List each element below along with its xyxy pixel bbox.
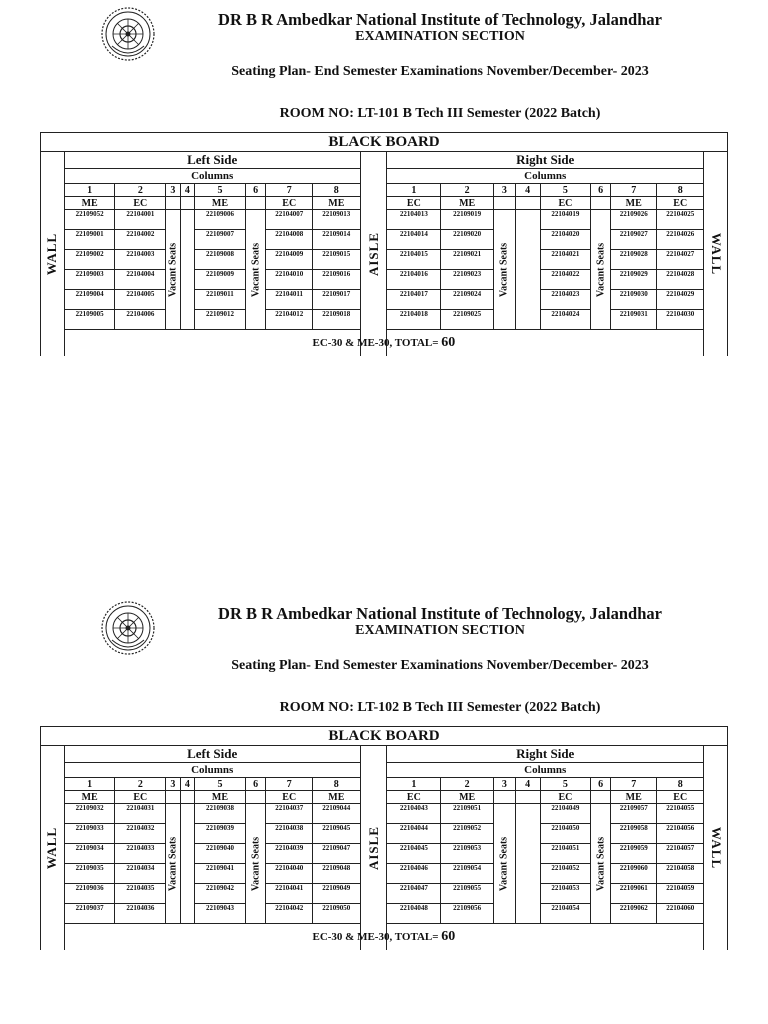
roll-number: 22104041: [266, 884, 313, 904]
roll-number: 22104003: [115, 250, 166, 270]
branch-label: EC: [266, 791, 313, 804]
empty-cell: [515, 197, 540, 210]
roll-number: 22104029: [657, 290, 704, 310]
roll-number: 22104044: [387, 824, 441, 844]
empty-cell: [494, 197, 516, 210]
branch-label: EC: [387, 791, 441, 804]
institute-logo: [100, 6, 156, 62]
branch-label: ME: [195, 791, 246, 804]
right-side-label: Right Side: [387, 152, 704, 169]
branch-label: ME: [610, 791, 657, 804]
column-number: 3: [494, 778, 516, 791]
roll-number: 22109049: [313, 884, 361, 904]
roll-number: 22104002: [115, 230, 166, 250]
roll-number: 22109024: [441, 290, 494, 310]
roll-number: 22104050: [540, 824, 591, 844]
black-board: BLACK BOARD: [41, 727, 728, 746]
roll-number: 22104054: [540, 904, 591, 924]
institute-name: DR B R Ambedkar National Institute of Technology, Jalandhar: [218, 604, 662, 623]
roll-number: 22104016: [387, 270, 441, 290]
institute-name: DR B R Ambedkar National Institute of Technology, Jalandhar: [218, 10, 662, 29]
roll-number: 22104049: [540, 804, 591, 824]
roll-number: 22104056: [657, 824, 704, 844]
column-number: 4: [180, 184, 194, 197]
roll-number: 22104022: [540, 270, 591, 290]
branch-label: ME: [195, 197, 246, 210]
branch-label: EC: [657, 791, 704, 804]
column-number: 2: [115, 778, 166, 791]
empty-cell: [166, 791, 180, 804]
empty-cell: [245, 791, 266, 804]
branch-label: EC: [387, 197, 441, 210]
roll-number: 22104007: [266, 210, 313, 230]
roll-number: 22109060: [610, 864, 657, 884]
roll-number: 22104039: [266, 844, 313, 864]
branch-label: ME: [313, 197, 361, 210]
columns-label: Columns: [387, 763, 704, 778]
roll-number: 22109003: [64, 270, 115, 290]
empty-cell: [180, 791, 194, 804]
roll-number: 22104051: [540, 844, 591, 864]
column-number: 7: [266, 184, 313, 197]
column-number: 1: [387, 778, 441, 791]
vacant-seats: Vacant Seats: [591, 804, 611, 924]
roll-number: 22104025: [657, 210, 704, 230]
roll-number: 22109056: [441, 904, 494, 924]
branch-label: ME: [64, 197, 115, 210]
roll-number: 22104035: [115, 884, 166, 904]
empty-column: [180, 804, 194, 924]
roll-number: 22109040: [195, 844, 246, 864]
vacant-seats: Vacant Seats: [166, 804, 180, 924]
roll-number: 22104042: [266, 904, 313, 924]
empty-cell: [515, 791, 540, 804]
roll-number: 22109047: [313, 844, 361, 864]
column-number: 8: [313, 184, 361, 197]
roll-number: 22104011: [266, 290, 313, 310]
column-number: 7: [610, 778, 657, 791]
roll-number: 22104024: [540, 310, 591, 330]
roll-number: 22104001: [115, 210, 166, 230]
right-side-label: Right Side: [387, 746, 704, 763]
roll-number: 22104059: [657, 884, 704, 904]
roll-number: 22109004: [64, 290, 115, 310]
roll-number: 22104040: [266, 864, 313, 884]
column-number: 3: [166, 184, 180, 197]
aisle: AISLE: [360, 152, 387, 357]
roll-number: 22104028: [657, 270, 704, 290]
vacant-seats: Vacant Seats: [245, 804, 266, 924]
right-wall: WALL: [704, 152, 728, 357]
empty-cell: [494, 791, 516, 804]
branch-label: ME: [441, 791, 494, 804]
roll-number: 22109020: [441, 230, 494, 250]
roll-number: 22104027: [657, 250, 704, 270]
left-side-label: Left Side: [64, 746, 360, 763]
roll-number: 22104038: [266, 824, 313, 844]
roll-number: 22109005: [64, 310, 115, 330]
roll-number: 22109036: [64, 884, 115, 904]
vacant-seats: Vacant Seats: [166, 210, 180, 330]
empty-cell: [180, 197, 194, 210]
roll-number: 22109034: [64, 844, 115, 864]
empty-cell: [591, 791, 611, 804]
roll-number: 22109019: [441, 210, 494, 230]
left-wall: WALL: [41, 152, 65, 357]
roll-number: 22109014: [313, 230, 361, 250]
empty-cell: [166, 197, 180, 210]
column-number: 8: [313, 778, 361, 791]
roll-number: 22104021: [540, 250, 591, 270]
column-number: 5: [540, 778, 591, 791]
right-wall: WALL: [704, 746, 728, 951]
roll-number: 22109058: [610, 824, 657, 844]
column-number: 5: [195, 184, 246, 197]
column-number: 5: [195, 778, 246, 791]
roll-number: 22109030: [610, 290, 657, 310]
roll-number: 22104018: [387, 310, 441, 330]
roll-number: 22109051: [441, 804, 494, 824]
roll-number: 22109025: [441, 310, 494, 330]
roll-number: 22109044: [313, 804, 361, 824]
roll-number: 22104043: [387, 804, 441, 824]
columns-label: Columns: [387, 169, 704, 184]
branch-label: EC: [657, 197, 704, 210]
roll-number: 22109027: [610, 230, 657, 250]
roll-number: 22109032: [64, 804, 115, 824]
roll-number: 22109021: [441, 250, 494, 270]
roll-number: 22109002: [64, 250, 115, 270]
roll-number: 22109043: [195, 904, 246, 924]
branch-label: EC: [115, 197, 166, 210]
branch-label: ME: [64, 791, 115, 804]
roll-number: 22104031: [115, 804, 166, 824]
branch-label: EC: [540, 197, 591, 210]
roll-number: 22104005: [115, 290, 166, 310]
seating-table: [40, 726, 728, 950]
column-number: 5: [540, 184, 591, 197]
empty-column: [515, 210, 540, 330]
roll-number: 22104058: [657, 864, 704, 884]
roll-number: 22109050: [313, 904, 361, 924]
room-line: ROOM NO: LT-102 B Tech III Semester (2022 Batch): [279, 700, 601, 715]
column-number: 4: [515, 778, 540, 791]
seating-table: [40, 132, 728, 356]
column-number: 6: [245, 778, 266, 791]
branch-label: EC: [115, 791, 166, 804]
roll-number: 22104013: [387, 210, 441, 230]
column-number: 7: [610, 184, 657, 197]
roll-number: 22104020: [540, 230, 591, 250]
branch-label: ME: [313, 791, 361, 804]
roll-number: 22104036: [115, 904, 166, 924]
roll-number: 22109017: [313, 290, 361, 310]
roll-number: 22109053: [441, 844, 494, 864]
roll-number: 22104057: [657, 844, 704, 864]
institute-logo: [100, 600, 156, 656]
branch-label: ME: [610, 197, 657, 210]
empty-cell: [245, 197, 266, 210]
column-number: 6: [591, 184, 611, 197]
empty-cell: [591, 197, 611, 210]
roll-number: 22109028: [610, 250, 657, 270]
empty-column: [515, 804, 540, 924]
roll-number: 22104015: [387, 250, 441, 270]
roll-number: 22104045: [387, 844, 441, 864]
roll-number: 22104048: [387, 904, 441, 924]
roll-number: 22104019: [540, 210, 591, 230]
roll-number: 22104052: [540, 864, 591, 884]
roll-number: 22104055: [657, 804, 704, 824]
column-number: 8: [657, 184, 704, 197]
roll-number: 22104023: [540, 290, 591, 310]
total-text: EC-30 & ME-30, TOTAL=: [312, 337, 442, 349]
aisle: AISLE: [360, 746, 387, 951]
roll-number: 22109055: [441, 884, 494, 904]
columns-label: Columns: [64, 169, 360, 184]
roll-number: 22104033: [115, 844, 166, 864]
roll-number: 22104014: [387, 230, 441, 250]
roll-number: 22109033: [64, 824, 115, 844]
roll-number: 22104010: [266, 270, 313, 290]
section-name: EXAMINATION SECTION: [355, 623, 525, 638]
column-number: 6: [591, 778, 611, 791]
column-number: 4: [515, 184, 540, 197]
vacant-seats: Vacant Seats: [245, 210, 266, 330]
total-number: 60: [441, 929, 456, 944]
roll-number: 22104026: [657, 230, 704, 250]
roll-number: 22104032: [115, 824, 166, 844]
roll-number: 22104006: [115, 310, 166, 330]
roll-number: 22109006: [195, 210, 246, 230]
black-board: BLACK BOARD: [41, 133, 728, 152]
column-number: 2: [441, 778, 494, 791]
roll-number: 22104047: [387, 884, 441, 904]
empty-column: [180, 210, 194, 330]
left-side-label: Left Side: [64, 152, 360, 169]
roll-number: 22109038: [195, 804, 246, 824]
section-name: EXAMINATION SECTION: [355, 29, 525, 44]
vacant-seats: Vacant Seats: [494, 210, 516, 330]
roll-number: 22109048: [313, 864, 361, 884]
roll-number: 22109041: [195, 864, 246, 884]
roll-number: 22104046: [387, 864, 441, 884]
column-number: 2: [115, 184, 166, 197]
column-number: 1: [64, 184, 115, 197]
branch-label: EC: [266, 197, 313, 210]
branch-label: ME: [441, 197, 494, 210]
left-wall: WALL: [41, 746, 65, 951]
plan-title: Seating Plan- End Semester Examinations November/December- 2023: [231, 64, 649, 79]
roll-number: 22109039: [195, 824, 246, 844]
roll-number: 22109008: [195, 250, 246, 270]
roll-number: 22109015: [313, 250, 361, 270]
roll-number: 22104009: [266, 250, 313, 270]
roll-number: 22104030: [657, 310, 704, 330]
branch-label: EC: [540, 791, 591, 804]
roll-number: 22109062: [610, 904, 657, 924]
roll-number: 22104037: [266, 804, 313, 824]
roll-number: 22109012: [195, 310, 246, 330]
roll-number: 22109026: [610, 210, 657, 230]
roll-number: 22109042: [195, 884, 246, 904]
roll-number: 22109018: [313, 310, 361, 330]
total-text: EC-30 & ME-30, TOTAL=: [312, 931, 442, 943]
roll-number: 22104034: [115, 864, 166, 884]
roll-number: 22109037: [64, 904, 115, 924]
column-number: 7: [266, 778, 313, 791]
roll-number: 22109016: [313, 270, 361, 290]
roll-number: 22104008: [266, 230, 313, 250]
column-number: 6: [245, 184, 266, 197]
roll-number: 22109029: [610, 270, 657, 290]
column-number: 3: [166, 778, 180, 791]
vacant-seats: Vacant Seats: [494, 804, 516, 924]
roll-number: 22109045: [313, 824, 361, 844]
roll-number: 22109054: [441, 864, 494, 884]
roll-number: 22109035: [64, 864, 115, 884]
plan-title: Seating Plan- End Semester Examinations November/December- 2023: [231, 658, 649, 673]
column-number: 1: [64, 778, 115, 791]
column-number: 3: [494, 184, 516, 197]
column-number: 2: [441, 184, 494, 197]
roll-number: 22104012: [266, 310, 313, 330]
roll-number: 22109061: [610, 884, 657, 904]
room-line: ROOM NO: LT-101 B Tech III Semester (2022 Batch): [279, 106, 601, 121]
roll-number: 22109001: [64, 230, 115, 250]
roll-number: 22109057: [610, 804, 657, 824]
roll-number: 22109007: [195, 230, 246, 250]
roll-number: 22109059: [610, 844, 657, 864]
roll-number: 22109052: [441, 824, 494, 844]
column-number: 8: [657, 778, 704, 791]
vacant-seats: Vacant Seats: [591, 210, 611, 330]
roll-number: 22104017: [387, 290, 441, 310]
roll-number: 22109052: [64, 210, 115, 230]
roll-number: 22109013: [313, 210, 361, 230]
roll-number: 22109031: [610, 310, 657, 330]
roll-number: 22109011: [195, 290, 246, 310]
column-number: 4: [180, 778, 194, 791]
roll-number: 22104004: [115, 270, 166, 290]
column-number: 1: [387, 184, 441, 197]
roll-number: 22109009: [195, 270, 246, 290]
columns-label: Columns: [64, 763, 360, 778]
roll-number: 22104060: [657, 904, 704, 924]
total-number: 60: [441, 335, 456, 350]
roll-number: 22109023: [441, 270, 494, 290]
roll-number: 22104053: [540, 884, 591, 904]
